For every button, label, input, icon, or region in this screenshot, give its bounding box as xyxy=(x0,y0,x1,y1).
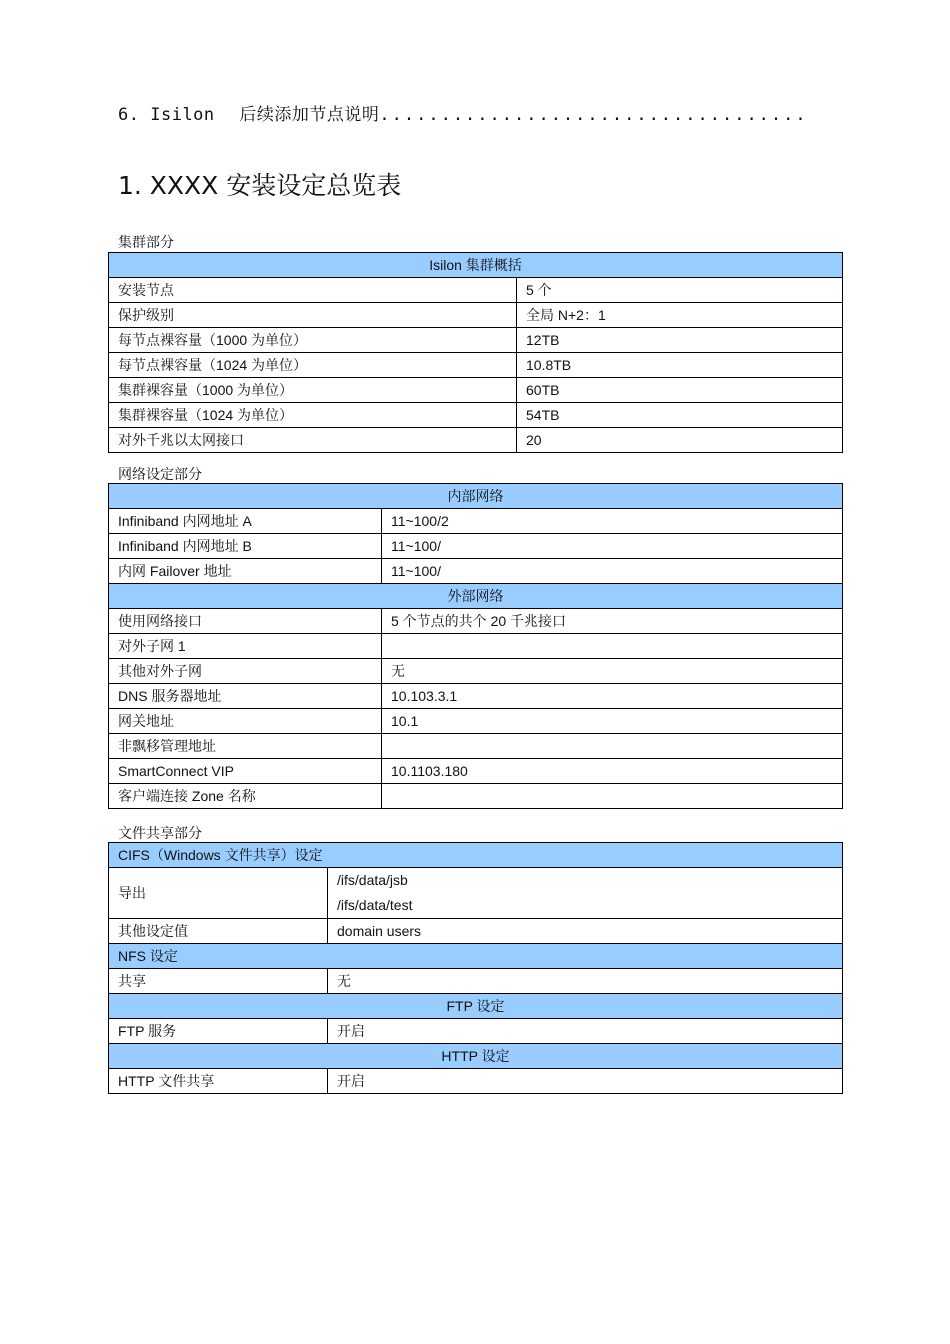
cell-key: 对外子网 1 xyxy=(109,634,382,659)
http-header: HTTP 设定 xyxy=(109,1044,843,1069)
table-row xyxy=(109,1019,843,1044)
share-section-label: 文件共享部分 xyxy=(118,826,202,842)
toc-title: 后续添加节点说明 xyxy=(239,105,380,125)
table-row xyxy=(109,684,843,709)
cell-value: 60TB xyxy=(517,378,843,403)
cell-value: 开启 xyxy=(328,1069,843,1094)
cell-value: 无 xyxy=(382,659,843,684)
table-row xyxy=(109,428,843,453)
table-row xyxy=(109,919,843,944)
table-row xyxy=(109,609,843,634)
toc-word: Isilon xyxy=(150,105,215,125)
toc-entry[interactable] xyxy=(118,100,808,125)
table-row xyxy=(109,278,843,303)
cell-key: HTTP 文件共享 xyxy=(109,1069,328,1094)
network-section-label: 网络设定部分 xyxy=(118,467,202,483)
cell-value: 10.1 xyxy=(382,709,843,734)
cell-value: 10.103.3.1 xyxy=(382,684,843,709)
table-row xyxy=(109,328,843,353)
nfs-header: NFS 设定 xyxy=(109,944,843,969)
cell-value: 12TB xyxy=(517,328,843,353)
table-row xyxy=(109,659,843,684)
export-values-cell xyxy=(328,868,843,919)
table-row xyxy=(109,784,843,809)
cell-value: 11~100/ xyxy=(382,559,843,584)
cluster-table-header: Isilon 集群概括 xyxy=(109,253,843,278)
cifs-header: CIFS（Windows 文件共享）设定 xyxy=(109,843,843,868)
cell-key: Infiniband 内网地址 A xyxy=(109,509,382,534)
table-row xyxy=(109,534,843,559)
table-row xyxy=(109,734,843,759)
cell-value: 5 个 xyxy=(517,278,843,303)
cell-key: 其他对外子网 xyxy=(109,659,382,684)
network-table xyxy=(108,483,843,809)
cell-value: 10.8TB xyxy=(517,353,843,378)
table-header-row xyxy=(109,484,843,509)
table-row xyxy=(109,403,843,428)
cell-key: DNS 服务器地址 xyxy=(109,684,382,709)
cell-key: 每节点裸容量（1024 为单位） xyxy=(109,353,517,378)
table-row xyxy=(109,868,843,919)
share-table xyxy=(108,842,843,1094)
cell-value xyxy=(382,784,843,809)
external-network-header: 外部网络 xyxy=(109,584,843,609)
cell-value xyxy=(382,734,843,759)
cell-value: 20 xyxy=(517,428,843,453)
internal-network-header: 内部网络 xyxy=(109,484,843,509)
table-header-row xyxy=(109,994,843,1019)
export-path: /ifs/data/test xyxy=(337,897,413,913)
table-row xyxy=(109,378,843,403)
toc-leader-dots: ................................... xyxy=(379,105,808,125)
cell-key: 集群裸容量（1024 为单位） xyxy=(109,403,517,428)
cell-key: SmartConnect VIP xyxy=(109,759,382,784)
table-row xyxy=(109,1069,843,1094)
cell-value: 54TB xyxy=(517,403,843,428)
cell-value: 无 xyxy=(328,969,843,994)
cell-value: 开启 xyxy=(328,1019,843,1044)
cell-key: 使用网络接口 xyxy=(109,609,382,634)
table-row xyxy=(109,634,843,659)
table-header-row xyxy=(109,253,843,278)
cell-key: 客户端连接 Zone 名称 xyxy=(109,784,382,809)
cell-value: 11~100/2 xyxy=(382,509,843,534)
table-header-row xyxy=(109,843,843,868)
cell-key: 对外千兆以太网接口 xyxy=(109,428,517,453)
cell-key: 安装节点 xyxy=(109,278,517,303)
cell-value xyxy=(382,634,843,659)
cell-value: 全局 N+2：1 xyxy=(517,303,843,328)
cell-value: 11~100/ xyxy=(382,534,843,559)
cell-key: FTP 服务 xyxy=(109,1019,328,1044)
cell-key: 集群裸容量（1000 为单位） xyxy=(109,378,517,403)
table-row xyxy=(109,353,843,378)
table-header-row xyxy=(109,944,843,969)
table-row xyxy=(109,709,843,734)
cluster-section-label: 集群部分 xyxy=(118,235,174,251)
cell-key: 其他设定值 xyxy=(109,919,328,944)
table-header-row xyxy=(109,1044,843,1069)
export-path: /ifs/data/jsb xyxy=(337,872,408,888)
cell-key: 非飘移管理地址 xyxy=(109,734,382,759)
cell-value: domain users xyxy=(328,919,843,944)
table-row xyxy=(109,509,843,534)
cell-value: 10.1103.180 xyxy=(382,759,843,784)
cell-key: 每节点裸容量（1000 为单位） xyxy=(109,328,517,353)
ftp-header: FTP 设定 xyxy=(109,994,843,1019)
table-row xyxy=(109,969,843,994)
cluster-table xyxy=(108,252,843,453)
toc-number: 6. xyxy=(118,105,140,125)
table-row xyxy=(109,759,843,784)
table-header-row xyxy=(109,584,843,609)
table-row xyxy=(109,559,843,584)
cell-key: 导出 xyxy=(109,868,328,919)
cell-key: 内网 Failover 地址 xyxy=(109,559,382,584)
cell-key: 共享 xyxy=(109,969,328,994)
cell-key: 网关地址 xyxy=(109,709,382,734)
table-row xyxy=(109,303,843,328)
cell-value: 5 个节点的共个 20 千兆接口 xyxy=(382,609,843,634)
cell-key: 保护级别 xyxy=(109,303,517,328)
cell-key: Infiniband 内网地址 B xyxy=(109,534,382,559)
section-heading: 1. XXXX 安装设定总览表 xyxy=(118,171,402,200)
